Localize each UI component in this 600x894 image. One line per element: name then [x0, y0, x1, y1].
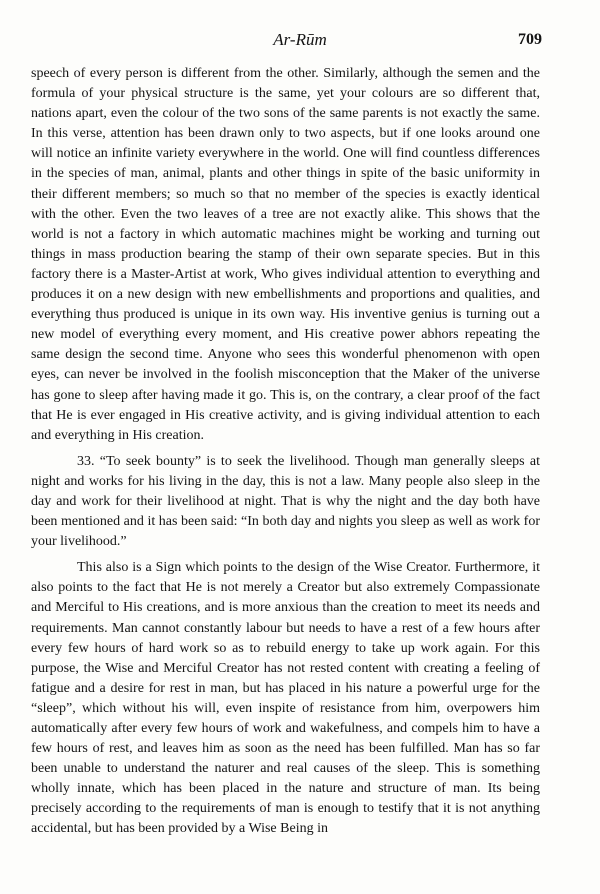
- paragraph-sign: This also is a Sign which points to the design of the Wise Creator. Furthermore, it also points to the fact that He is not merely a Creator but also extremely Compassionate and Merciful to His creations, and is more anxious than the creation to meet its needs and requirements. Man cannot constantly labour but needs to have a rest of a few hours after every few hours of hard work so as to rebuild energy to take up work again. For this purpose, the Wise and Merciful Creator has not rested content with creating a feeling of fatigue and a desire for rest in man, but has placed in his nature a powerful urge for the “sleep”, which without his will, even inspite of resistance from him, overpowers him automatically after every few hours of work and wakefulness, and compels him to have a few hours of rest, and leaves him as soon as the need has been fulfilled. Man has so far been unable to understand the naturer and real causes of the sleep. This is something wholly innate, which has been placed in the nature and structure of man. Its being precisely according to the requirements of man is enough to testify that it is not anything accidental, but has been provided by a Wise Being in: [31, 560, 540, 837]
- running-title: Ar-Rūm: [273, 30, 327, 49]
- paragraph-continued: speech of every person is different from the other. Similarly, although the semen and the formula of your physical structure is the same, yet your colours are so different that, nations apart, even the colour of the two sons of the same parents is not exactly the same. In this verse, attention has been drawn only to two aspects, but if one looks around one will notice an infinite variety everywhere in the world. One will find countless differences in the species of man, animal, plants and other things in spite of the basic uniformity in their different members; so much so that no member of the species is exactly identical with the other. Even the two leaves of a tree are not exactly alike. This shows that the world is not a factory in which automatic machines might be working and turning out things in mass production bearing the stamp of their own separate species. But in this factory there is a Master-Artist at work, Who gives individual attention to everything and produces it on a new design with new embellishments and proportions and qualities, and everything thus produced is unique in its own way. His inventive genius is turning out a new model of everything every moment, and His creative power abhors repeating the same design the second time. Anyone who sees this wonderful phenomenon with open eyes, can never be involved in the foolish misconception that the Maker of the universe has gone to sleep after having made it go. This is, on the contrary, a clear proof of the fact that He is ever engaged in His creative activity, and is giving individual attention to each and everything in His creation.: [31, 66, 540, 443]
- paragraph-note-33: 33. “To seek bounty” is to seek the livelihood. Though man generally sleeps at night and works for his living in the day, this is not a law. Many people also sleep in the day and work for their livelihood at night. That is why the night and the day both have been mentioned and it has been said: “In both day and nights you sleep as well as work for your livelihood.”: [31, 453, 540, 550]
- page-number: 709: [518, 31, 542, 48]
- page-body: [31, 64, 540, 840]
